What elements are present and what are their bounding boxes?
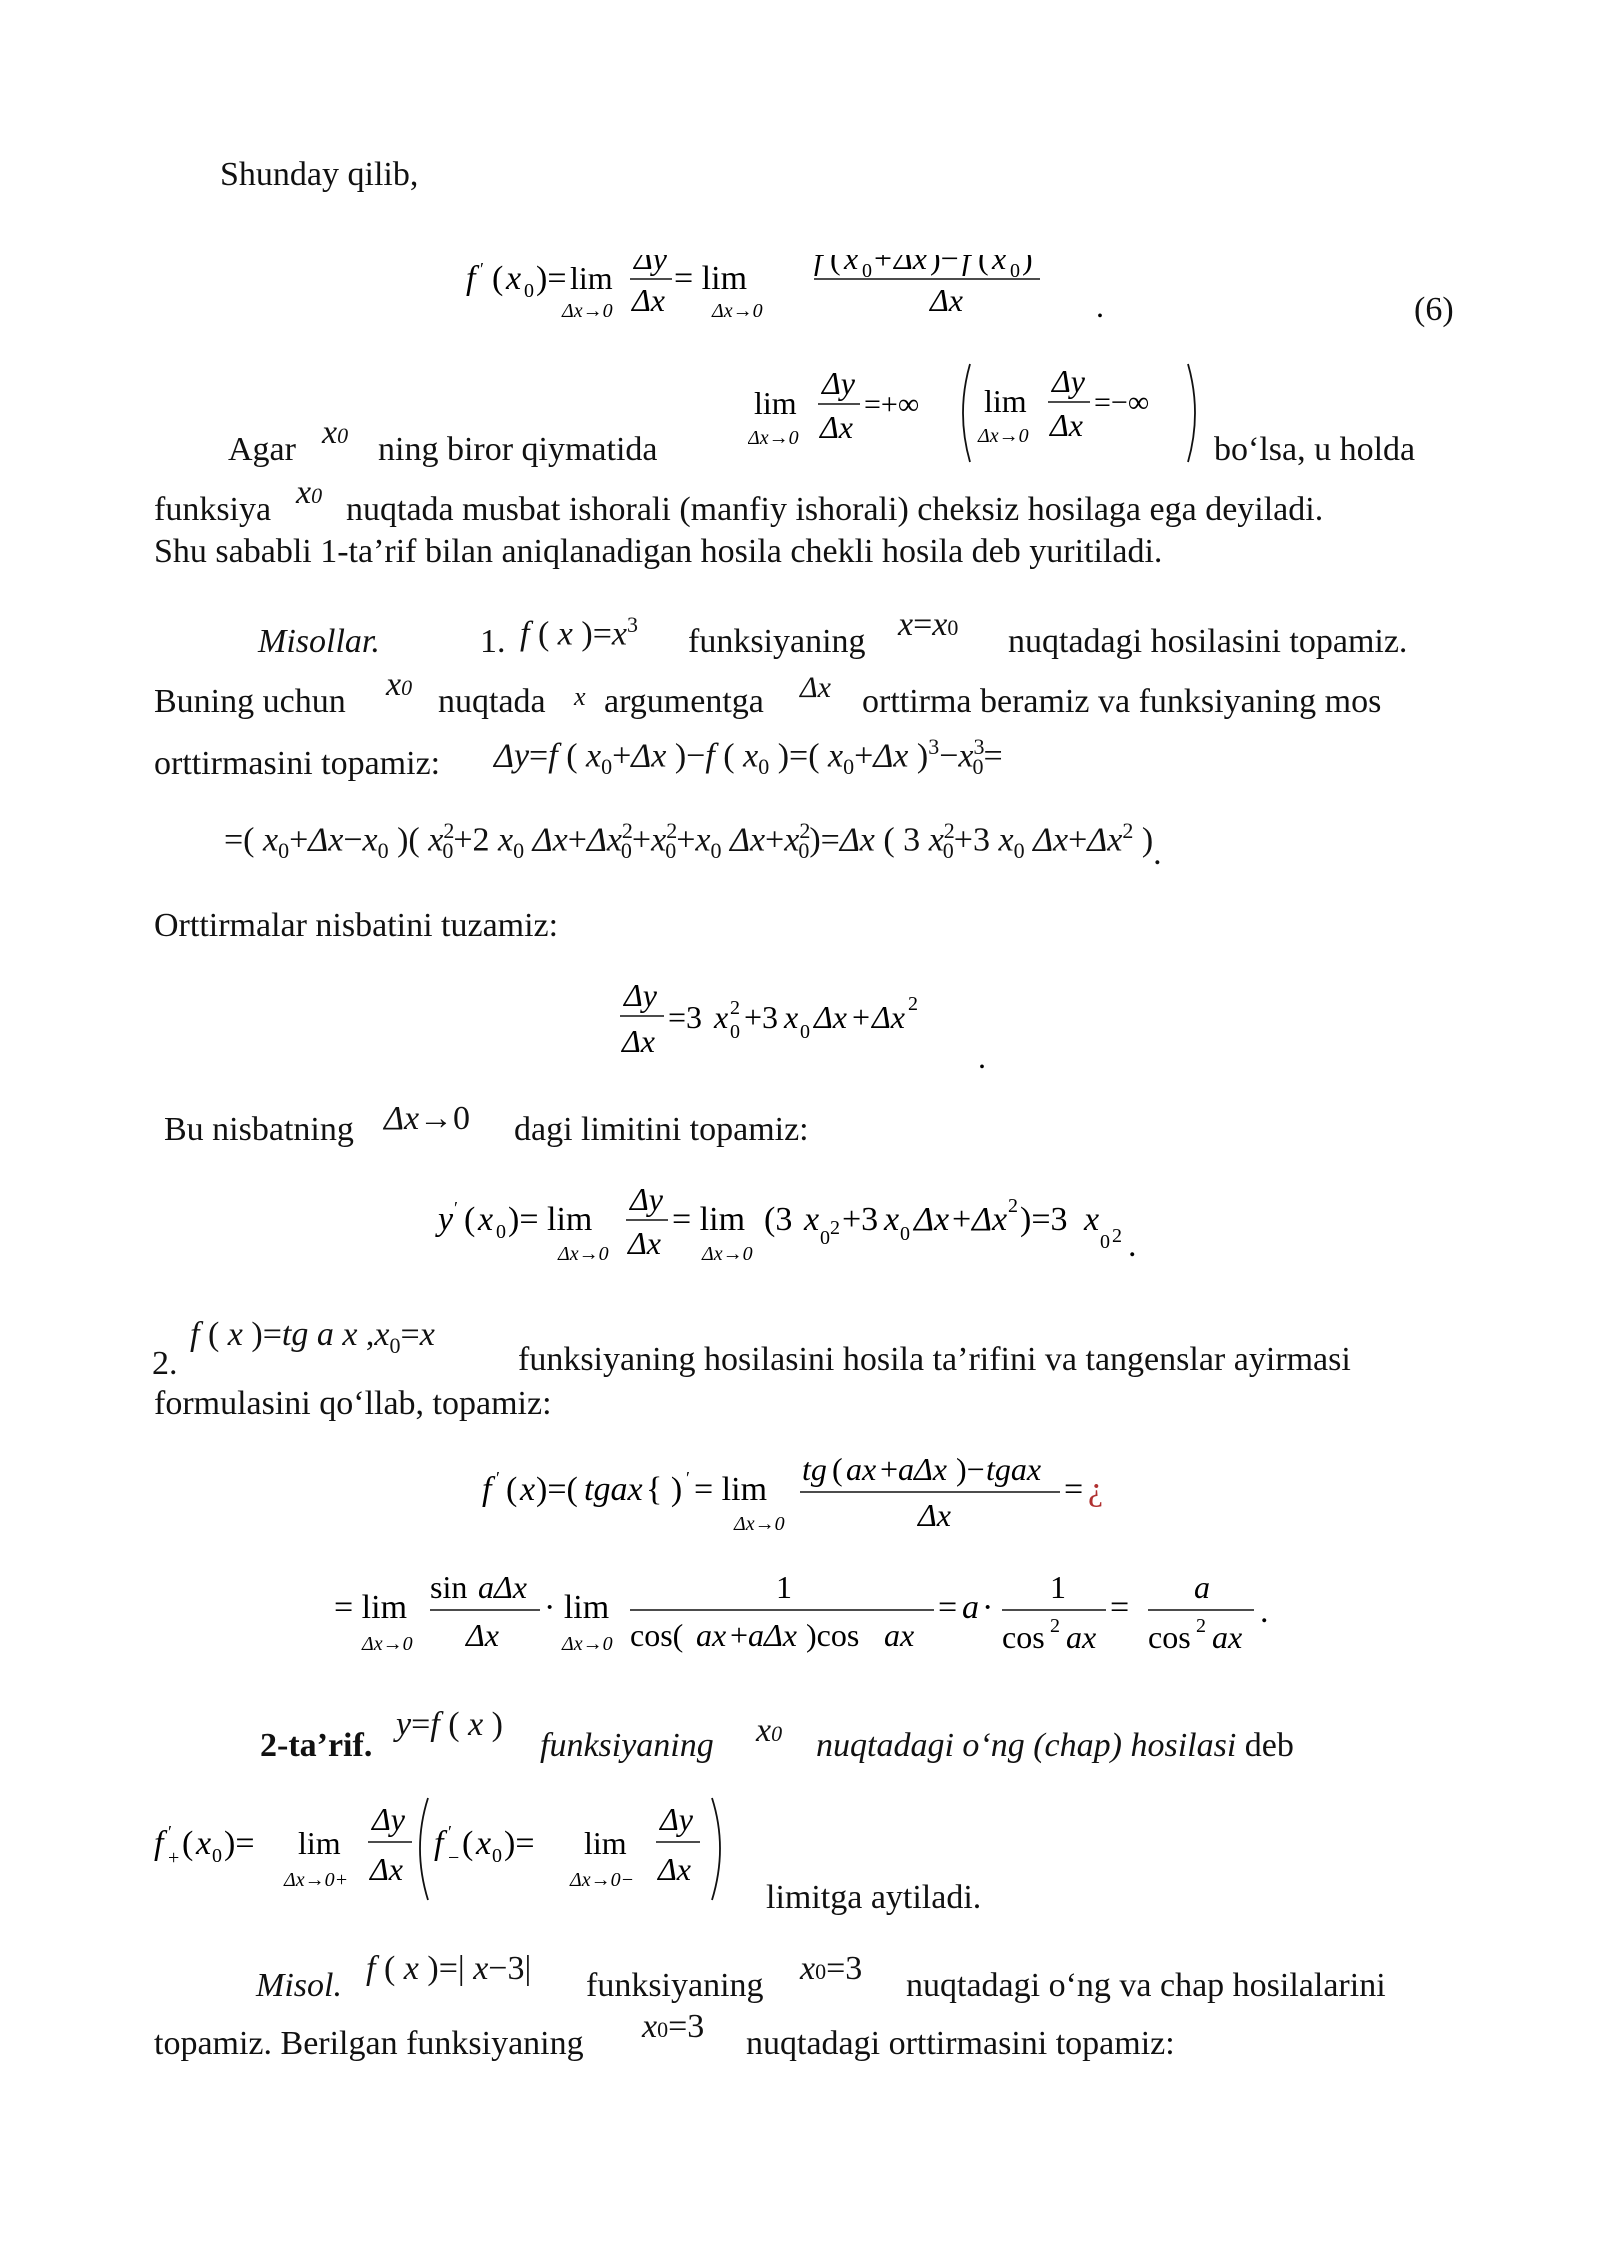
svg-text:Δx→0: Δx→0: [362, 1633, 413, 1655]
svg-text:f: f: [434, 1825, 444, 1862]
svg-text:2: 2: [1008, 1195, 1018, 1217]
svg-text:)cos: )cos: [806, 1617, 860, 1653]
svg-text:f: f: [482, 1471, 492, 1508]
bu-nisbat-2: dagi limitini topamiz:: [514, 1111, 809, 1148]
svg-text:x: x: [506, 260, 522, 297]
formula-6-svg: [462, 255, 1122, 335]
limitga-text: limitga aytiladi.: [766, 1879, 982, 1916]
svg-text:x: x: [992, 255, 1007, 276]
svg-text:+: +: [880, 1451, 899, 1487]
svg-text:Δx→0: Δx→0: [562, 300, 613, 322]
math-dx-to-0: Δx→0: [384, 1100, 471, 1137]
svg-text:(: (: [492, 260, 504, 297]
intro-text: Shunday qilib,: [220, 156, 419, 193]
svg-text:Δy: Δy: [372, 1801, 405, 1837]
svg-text:Δx→0: Δx→0: [702, 1243, 753, 1265]
def2-part-a: nuqtadagi o‘ng (: [816, 1727, 1045, 1764]
example-1-number: 1.: [480, 623, 506, 660]
misollar-label: Misollar.: [258, 623, 380, 660]
svg-text:= lim: = lim: [674, 260, 748, 297]
svg-text:x: x: [196, 1825, 212, 1862]
svg-text:+: +: [874, 255, 893, 276]
svg-text:lim: lim: [584, 1825, 627, 1861]
svg-text:lim: lim: [984, 383, 1027, 419]
svg-text:=: =: [1064, 1471, 1084, 1508]
svg-text:(3: (3: [764, 1201, 793, 1238]
svg-text:′: ′: [686, 1468, 690, 1488]
buning-4: orttirma beramiz va funksiyaning mos: [862, 683, 1382, 720]
svg-text:)−: )−: [930, 255, 959, 276]
svg-text:Δx→0: Δx→0: [748, 427, 799, 449]
svg-text:(: (: [462, 1825, 474, 1862]
svg-text:sin: sin: [430, 1569, 468, 1605]
svg-text:Δy: Δy: [1052, 363, 1085, 399]
math-x-arg: x: [574, 682, 586, 711]
svg-text:ax: ax: [696, 1617, 727, 1653]
orttirmasini-text: orttirmasini topamiz:: [154, 745, 441, 782]
svg-text:+: +: [852, 999, 871, 1035]
svg-text:tg: tg: [802, 1451, 827, 1487]
svg-text:+: +: [730, 1617, 749, 1653]
nisbat-text: Orttirmalar nisbatini tuzamiz:: [154, 907, 559, 944]
formula-derivative-x3: [434, 1180, 1194, 1289]
svg-text:tgax: tgax: [584, 1471, 643, 1508]
svg-text:′: ′: [454, 1198, 458, 1218]
svg-text:Δx→0: Δx→0: [562, 1633, 613, 1655]
svg-text:f: f: [154, 1825, 164, 1862]
svg-text:ax: ax: [846, 1451, 877, 1487]
svg-text:′: ′: [480, 259, 484, 279]
formula-tg-derivative: [478, 1450, 1158, 1559]
svg-text:y: y: [438, 1201, 454, 1238]
svg-text:aΔx: aΔx: [748, 1617, 797, 1653]
svg-text:f: f: [466, 260, 476, 297]
svg-text:2: 2: [908, 993, 918, 1015]
math-y-fx: y=f ( x ): [396, 1706, 503, 1743]
math-x-eq-x0: x=x0: [898, 606, 959, 643]
svg-text:(: (: [832, 1451, 843, 1487]
svg-text:Δx: Δx: [918, 1497, 951, 1533]
def2-sentence: [816, 1726, 1294, 1766]
buning-3: argumentga: [604, 683, 764, 720]
svg-text:0: 0: [800, 1021, 810, 1043]
svg-text:+3: +3: [842, 1201, 879, 1238]
svg-text:=3: =3: [668, 999, 703, 1035]
svg-text:x: x: [714, 999, 729, 1035]
svg-text:+: +: [168, 1847, 180, 1869]
svg-text:·: ·: [982, 1589, 994, 1626]
math-x0-3: x0: [386, 666, 413, 703]
misollar-funksiyaning: funksiyaning: [688, 623, 866, 660]
svg-text:+3: +3: [744, 999, 779, 1035]
svg-text:0: 0: [1100, 1231, 1110, 1253]
funksiya-word: funksiya: [154, 491, 272, 528]
formula-6: [462, 255, 1122, 344]
svg-text:ax: ax: [1212, 1619, 1243, 1655]
svg-text:−: −: [448, 1847, 460, 1869]
svg-text:¿: ¿: [1088, 1471, 1104, 1508]
svg-text:=: =: [1110, 1589, 1130, 1626]
svg-text:Δy: Δy: [634, 255, 667, 276]
svg-text:Δy: Δy: [624, 977, 657, 1013]
agar-text-2: ning biror qiymatida: [378, 431, 658, 468]
one-sided-svg: [150, 1790, 750, 1910]
svg-text:(: (: [182, 1825, 194, 1862]
def2-funksiyaning: funksiyaning: [540, 1727, 714, 1764]
funksiya-text: nuqtada musbat ishorali (manfiy ishorali) cheksiz hosilaga ega deyiladi.: [346, 491, 1324, 528]
svg-text:x: x: [1084, 1201, 1100, 1238]
svg-text:=+∞: =+∞: [864, 388, 920, 421]
math-x0-2: x0: [296, 474, 323, 511]
derivative-x3-svg: [434, 1180, 1194, 1280]
svg-text:tgax: tgax: [986, 1451, 1042, 1487]
svg-text:Δx: Δx: [894, 255, 927, 276]
svg-text:x: x: [884, 1201, 900, 1238]
svg-text:x: x: [476, 1825, 492, 1862]
svg-text:Δx: Δx: [914, 1201, 950, 1238]
svg-text:=−∞: =−∞: [1094, 386, 1150, 419]
math-x0-4: x0: [756, 1712, 783, 1749]
svg-text:2: 2: [1050, 1615, 1060, 1637]
misol-line2-b: nuqtadagi orttirmasini topamiz:: [746, 2025, 1175, 2062]
math-abs-x-3: f ( x )=| x−3|: [366, 1950, 532, 1987]
def2-part-b: ) hosilasi: [1110, 1727, 1237, 1764]
svg-text:Δx: Δx: [872, 999, 905, 1035]
svg-text:)=: )=: [536, 260, 567, 297]
svg-text:Δx: Δx: [466, 1617, 499, 1653]
svg-text:)= lim: )= lim: [508, 1201, 593, 1238]
svg-text:lim: lim: [754, 385, 797, 421]
svg-text:): ): [1022, 255, 1033, 276]
svg-text:0: 0: [900, 1223, 910, 1245]
svg-text:′: ′: [448, 1822, 452, 1842]
math-delta-x: Δx: [800, 671, 831, 704]
formula-infinite-limit: [748, 358, 1208, 477]
svg-text:cos: cos: [1148, 1619, 1191, 1655]
buning-1: Buning uchun: [154, 683, 346, 720]
agar-text-3: bo‘lsa, u holda: [1214, 431, 1416, 468]
svg-text:)=: )=: [504, 1825, 535, 1862]
math-x0-1: x0: [322, 414, 349, 451]
svg-text:2: 2: [730, 997, 740, 1019]
svg-text:f: f: [814, 255, 823, 276]
svg-text:+: +: [952, 1201, 972, 1238]
svg-text:Δx: Δx: [1050, 407, 1083, 443]
svg-text:0: 0: [1010, 260, 1020, 282]
tg-result-svg: [330, 1566, 1290, 1676]
shu-sababli-text: Shu sababli 1-ta’rif bilan aniqlanadigan hosila chekli hosila deb yuritiladi.: [154, 533, 1163, 570]
svg-text:Δx→0: Δx→0: [712, 300, 763, 322]
agar-word: Agar: [228, 431, 296, 468]
bu-nisbat-1: Bu nisbatning: [164, 1111, 354, 1148]
svg-text:{ ): { ): [646, 1471, 683, 1508]
svg-text:0: 0: [730, 1021, 740, 1043]
svg-text:.: .: [1260, 1593, 1269, 1630]
ratio-svg: [616, 972, 996, 1072]
infinite-limit-svg: [748, 358, 1208, 468]
misol-funksiyaning: funksiyaning: [586, 1967, 764, 2004]
svg-text:x: x: [520, 1471, 536, 1508]
equation-number: (6): [1414, 291, 1454, 328]
svg-text:Δx: Δx: [820, 409, 853, 445]
def2-part-deb: deb: [1244, 1727, 1294, 1764]
formula-tg-result: [330, 1566, 1290, 1685]
svg-text:x: x: [478, 1201, 494, 1238]
formula-one-sided: [150, 1790, 750, 1919]
svg-text:0: 0: [496, 1221, 506, 1243]
svg-text:x: x: [844, 255, 859, 276]
svg-text:Δx: Δx: [658, 1851, 691, 1887]
buning-2: nuqtada: [438, 683, 546, 720]
svg-text:2: 2: [1112, 1225, 1122, 1247]
svg-text:)−: )−: [956, 1451, 985, 1487]
svg-text:x: x: [784, 999, 799, 1035]
svg-text:· lim: · lim: [544, 1589, 610, 1626]
svg-text:2: 2: [1196, 1615, 1206, 1637]
svg-text:0: 0: [820, 1227, 830, 1249]
svg-text:Δx: Δx: [632, 282, 665, 318]
svg-text:ax: ax: [884, 1617, 915, 1653]
svg-text:.: .: [978, 1039, 986, 1072]
example-2-line2: formulasini qo‘llab, topamiz:: [154, 1385, 552, 1422]
svg-text:ax: ax: [1066, 1619, 1097, 1655]
example-2-number: 2.: [152, 1345, 178, 1382]
svg-text:Δy: Δy: [822, 365, 855, 401]
math-x0-eq-3-a: x0=3: [800, 1950, 863, 1987]
svg-text:0: 0: [212, 1845, 222, 1867]
svg-text:aΔx: aΔx: [478, 1569, 527, 1605]
tg-derivative-svg: [478, 1450, 1158, 1550]
svg-text:Δy: Δy: [660, 1801, 693, 1837]
misollar-tail: nuqtadagi hosilasini topamiz.: [1008, 623, 1408, 660]
svg-text:cos: cos: [1002, 1619, 1045, 1655]
svg-text:)=(: )=(: [536, 1471, 578, 1508]
svg-text:(: (: [464, 1201, 476, 1238]
example-2-tail: funksiyaning hosilasini hosila ta’rifini va tangenslar ayirmasi: [518, 1341, 1351, 1378]
svg-text:a: a: [1194, 1569, 1210, 1605]
svg-text:Δx→0−: Δx→0−: [570, 1869, 635, 1891]
svg-text:0: 0: [492, 1845, 502, 1867]
misol-label: Misol.: [256, 1967, 342, 2004]
svg-text:.: .: [1128, 1227, 1137, 1264]
svg-text:(: (: [830, 255, 841, 276]
svg-text:Δx: Δx: [628, 1225, 661, 1261]
svg-text:1: 1: [776, 1569, 792, 1605]
svg-text:= lim: = lim: [694, 1471, 768, 1508]
svg-text:=: =: [938, 1589, 958, 1626]
svg-text:′: ′: [168, 1822, 172, 1842]
svg-text:Δx→0: Δx→0: [558, 1243, 609, 1265]
svg-text:a: a: [962, 1589, 979, 1626]
svg-text:)=: )=: [224, 1825, 255, 1862]
svg-text:)=3: )=3: [1020, 1201, 1068, 1238]
math-f-tg: f ( x )=tg a x $,x_0=x$: [190, 1316, 435, 1358]
formula-ratio: [616, 972, 996, 1081]
svg-text:x: x: [804, 1201, 820, 1238]
svg-text:lim: lim: [298, 1825, 341, 1861]
svg-text:Δy: Δy: [630, 1181, 663, 1217]
svg-text:aΔx: aΔx: [898, 1451, 947, 1487]
svg-text:0: 0: [524, 280, 534, 302]
svg-text:Δx→0: Δx→0: [978, 425, 1029, 447]
formula-delta-y-1: Δy=f ( $x_0+\Delta x$ )−f ( $x_0$ )=( $x_0+\Delta x$ )$^3-x^3_0=$: [494, 734, 1003, 780]
def2-label: 2-ta’rif.: [260, 1727, 373, 1764]
svg-text:f: f: [962, 255, 971, 276]
svg-text:2: 2: [830, 1217, 840, 1239]
svg-text:Δx: Δx: [622, 1023, 655, 1059]
math-x0-eq-3-b: x0=3: [642, 2008, 705, 2045]
math-fx-x3: f ( x )$=x^3$: [520, 612, 638, 653]
misol-line2-a: topamiz. Berilgan funksiyaning: [154, 2025, 584, 2062]
formula-delta-y-2: =( $x_0+\Delta x-x_0$ )( $x^2_0+2$ $x_0$ $\Delta x+\Delta x^2_0+x^2_0+x_0$ $\Delta x+x^2_0)=\Delta x$ ( 3 $x^2_0+3$ $x_0$ $\Delta x+\Delta x^2$ ).: [224, 818, 1162, 873]
svg-text:(: (: [506, 1471, 518, 1508]
svg-text:lim: lim: [570, 260, 613, 296]
svg-text:Δx: Δx: [972, 1201, 1008, 1238]
svg-text:= lim: = lim: [334, 1589, 408, 1626]
svg-text:Δx: Δx: [930, 282, 963, 318]
svg-text:= lim: = lim: [672, 1201, 746, 1238]
def2-part-chap: chap: [1044, 1727, 1111, 1764]
svg-text:1: 1: [1050, 1569, 1066, 1605]
svg-text:cos(: cos(: [630, 1617, 684, 1653]
svg-text:Δx: Δx: [814, 999, 847, 1035]
svg-text:.: .: [1096, 288, 1104, 324]
svg-text:0: 0: [862, 260, 872, 282]
misol-tail: nuqtadagi o‘ng va chap hosilalarini: [906, 1967, 1386, 2004]
svg-text:Δx→0+: Δx→0+: [284, 1869, 349, 1891]
svg-text:Δx: Δx: [370, 1851, 403, 1887]
svg-text:′: ′: [496, 1468, 500, 1488]
svg-text:Δx→0: Δx→0: [734, 1513, 785, 1535]
svg-text:(: (: [978, 255, 989, 276]
